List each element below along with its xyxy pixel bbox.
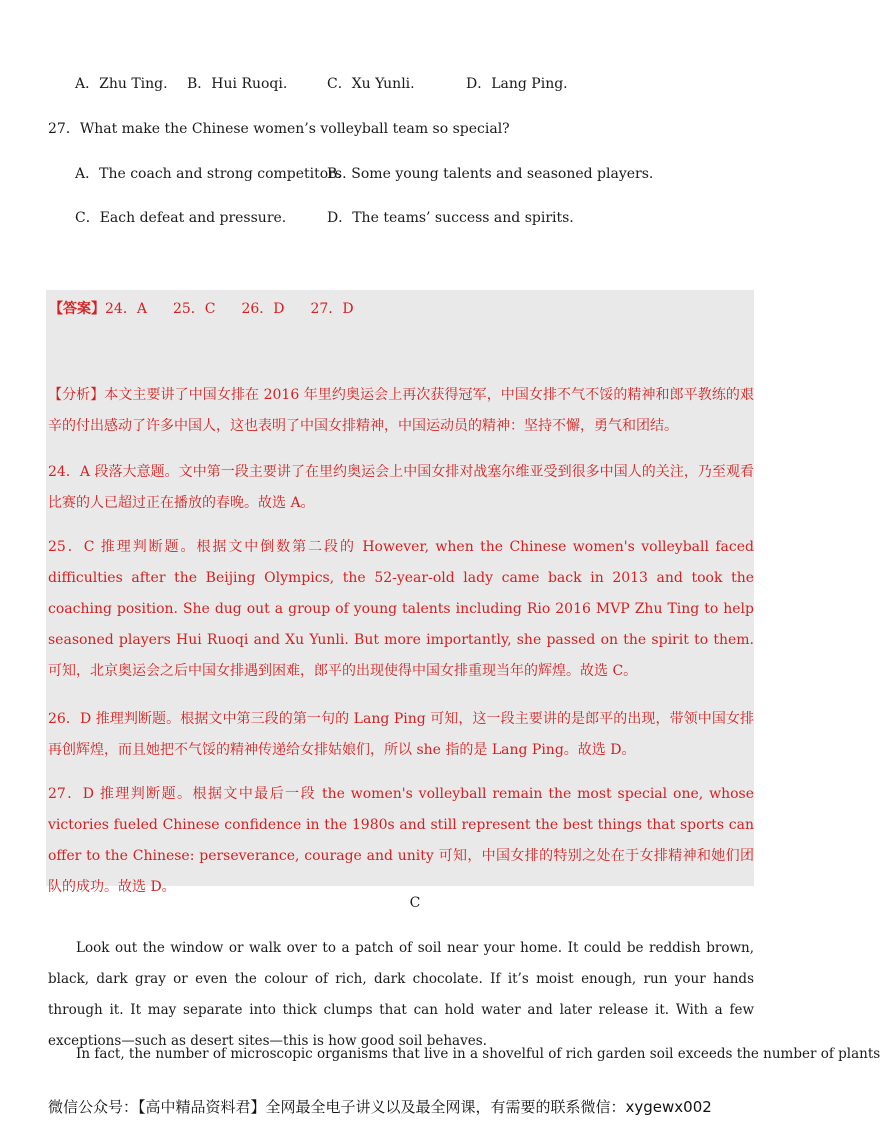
- analysis-q25: 25．C 推理判断题。根据文中倒数第二段的 However, when the Chinese women's volleyball faced difficulties after the Beijing Olympics, the 52-year-old lady came back in 2013 and took the coaching position. She dug out a group of young talents including Rio 2016 MVP Zhu Ting to help seasoned players Hui Ruoqi and Xu Yunli. But more importantly, she passed on the spirit to them.可知，北京奥运会之后中国女排遇到困难，郎平的出现使得中国女排重现当年的辉煌。故选 C。: [48, 539, 754, 679]
- passage-paragraph-1: Look out the window or walk over to a patch of soil near your home. It could be reddish brown, black, dark gray or even the colour of rich, dark chocolate. If it’s moist enough, run your hands through it. It may separate into thick clumps that can hold water and later release it. With a few exceptions—such as desert sites—this is how good soil behaves.: [48, 940, 754, 1049]
- q27-option-a: A．The coach and strong competitors.: [75, 166, 347, 182]
- passage-paragraph-2: In fact, the number of microscopic organisms that live in a shovelful of rich garden soil exceeds the number of plants: [76, 1046, 880, 1062]
- footer-wechat-note: 微信公众号：【高中精品资料君】全网最全电子讲义以及最全网课，有需要的联系微信：xygewx002: [48, 1098, 712, 1116]
- q27-option-d: D．The teams’ success and spirits.: [327, 210, 574, 226]
- answer-item: 27．D: [310, 301, 354, 317]
- section-letter: C: [409, 895, 421, 911]
- answer-item: 25．C: [172, 301, 216, 317]
- q26-option-d: D．Lang Ping.: [466, 76, 568, 92]
- analysis-q27: 27．D 推理判断题。根据文中最后一段 the women's volleyball remain the most special one, whose victories fueled Chinese confidence in the 1980s and still represent the best things that sports can offer to the Chinese: perseverance, courage and unity 可知，中国女排的特别之处在于女排精神和她们团队的成功。故选 D。: [48, 786, 754, 895]
- answer-line: [49, 298, 380, 318]
- answer-item: 24．A: [105, 301, 147, 317]
- q27-option-c: C．Each defeat and pressure.: [75, 210, 287, 226]
- q26-option-a: A．Zhu Ting.: [75, 76, 168, 92]
- q26-option-b: B．Hui Ruoqi.: [187, 76, 288, 92]
- q26-option-c: C．Xu Yunli.: [327, 76, 415, 92]
- analysis-q24: 24．A 段落大意题。文中第一段主要讲了在里约奥运会上中国女排对战塞尔维亚受到很多中国人的关注，乃至观看比赛的人已超过正在播放的春晚。故选 A。: [48, 464, 754, 511]
- q27-option-b: B．Some young talents and seasoned players.: [327, 166, 654, 182]
- answer-item: 26．D: [241, 301, 285, 317]
- analysis-summary: 【分析】本文主要讲了中国女排在 2016 年里约奥运会上再次获得冠军，中国女排不气不馁的精神和郎平教练的艰辛的付出感动了许多中国人，这也表明了中国女排精神，中国运动员的精神：坚持不懈，勇气和团结。: [48, 387, 754, 434]
- answer-label: 【答案】: [49, 301, 105, 317]
- q27-stem: 27．What make the Chinese women’s volleyball team so special?: [48, 121, 510, 137]
- analysis-q26: 26．D 推理判断题。根据文中第三段的第一句的 Lang Ping 可知，这一段主要讲的是郎平的出现，带领中国女排再创辉煌，而且她把不气馁的精神传递给女排姑娘们，所以 she 指的是 Lang Ping。故选 D。: [48, 711, 754, 758]
